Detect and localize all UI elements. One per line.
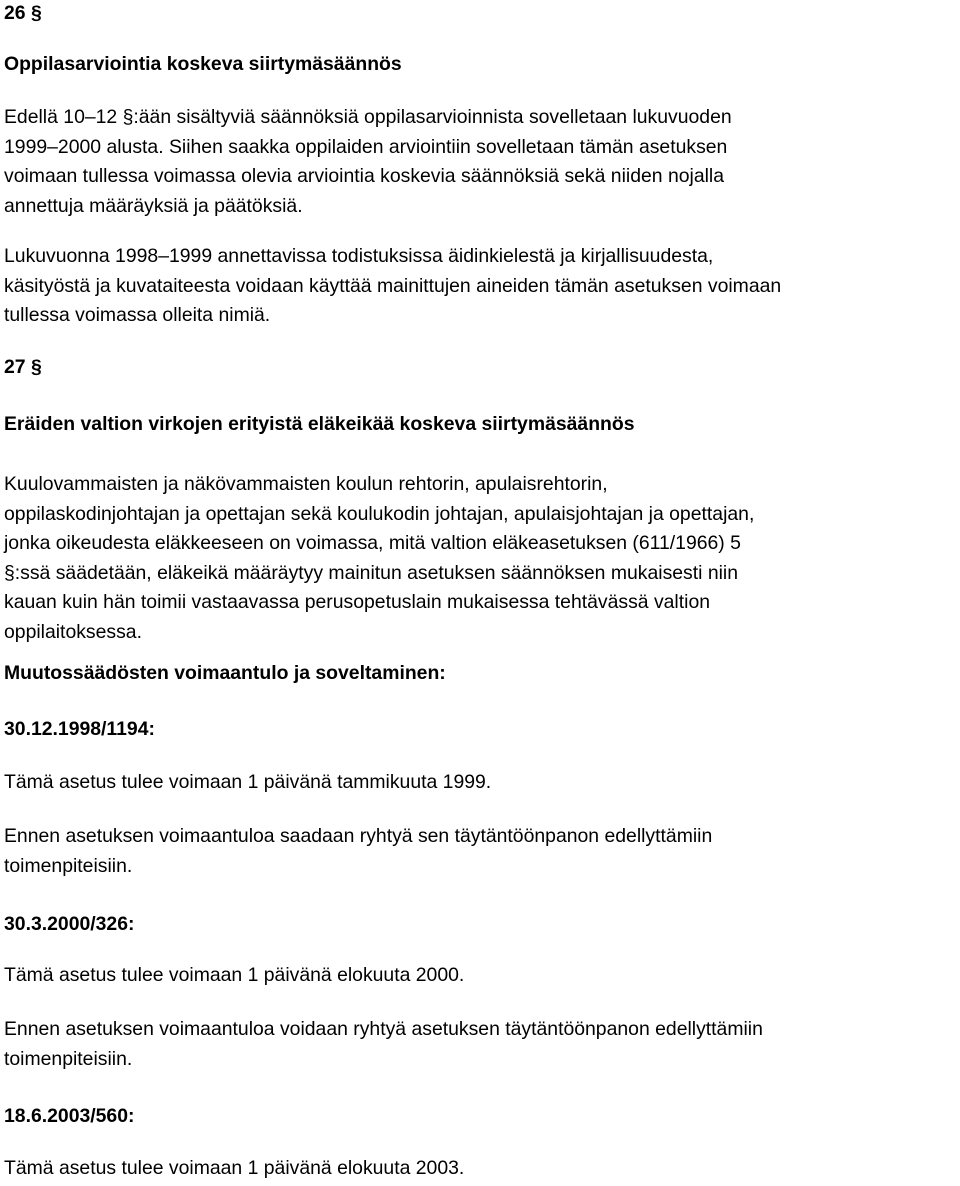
amendment-id: 30.12.1998/1194: <box>4 718 155 740</box>
section-27-paragraph-1 <box>4 470 958 647</box>
section-heading-27: 27 § <box>4 356 42 378</box>
text-line: 1999–2000 alusta. Siihen saakka oppilaiden arviointiin sovelletaan tämän asetuksen <box>4 135 728 158</box>
text-line: oppilaitoksessa. <box>4 620 142 643</box>
text-line: voimaan tullessa voimassa olevia arviointia koskevia säännöksiä sekä niiden nojalla <box>4 165 725 187</box>
amendment-text <box>4 822 958 881</box>
amendment-text <box>4 768 958 798</box>
text-line: Tämä asetus tulee voimaan 1 päivänä elokuuta 2003. <box>4 1157 465 1179</box>
text-line: toimenpiteisiin. <box>4 1047 133 1070</box>
text-line: Tämä asetus tulee voimaan 1 päivänä tammikuuta 1999. <box>4 771 492 793</box>
text-line: toimenpiteisiin. <box>4 854 133 877</box>
amendment-text <box>4 961 958 991</box>
text-line: Ennen asetuksen voimaantuloa saadaan ryhtyä sen täytäntöönpanon edellyttämiin <box>4 825 713 847</box>
amendment-id: 30.3.2000/326: <box>4 913 135 935</box>
text-line: Lukuvuonna 1998–1999 annettavissa todistuksissa äidinkielestä ja kirjallisuudesta, <box>4 245 714 267</box>
text-line: oppilaskodinjohtajan ja opettajan sekä koulukodin johtajan, apulaisjohtajan ja opettajan, <box>4 502 755 525</box>
amendment-text <box>4 1154 958 1184</box>
text-line: jonka oikeudesta eläkkeeseen on voimassa, mitä valtion eläkeasetuksen (611/1966) 5 <box>4 532 741 554</box>
text-line: annettuja määräyksiä ja päätöksiä. <box>4 194 303 217</box>
section-title-26: Oppilasarviointia koskeva siirtymäsäännös <box>4 53 402 75</box>
section-26-paragraph-1 <box>4 103 958 221</box>
text-line: §:ssä säädetään, eläkeikä määräytyy mainitun asetuksen säännöksen mukaisesti niin <box>4 561 739 584</box>
amendment-text <box>4 1015 958 1074</box>
text-line: tullessa voimassa olleita nimiä. <box>4 304 271 326</box>
section-title-27: Eräiden valtion virkojen erityistä eläkeikää koskeva siirtymäsäännös <box>4 413 635 435</box>
text-line: käsityöstä ja kuvataiteesta voidaan käyttää mainittujen aineiden tämän asetuksen voimaan <box>4 274 782 297</box>
text-line: kauan kuin hän toimii vastaavassa perusopetuslain mukaisessa tehtävässä valtion <box>4 591 711 613</box>
text-line: Kuulovammaisten ja näkövammaisten koulun rehtorin, apulaisrehtorin, <box>4 473 608 495</box>
amendment-id: 18.6.2003/560: <box>4 1105 135 1127</box>
text-line: Edellä 10–12 §:ään sisältyviä säännöksiä oppilasarvioinnista sovelletaan lukuvuoden <box>4 106 732 128</box>
text-line: Ennen asetuksen voimaantuloa voidaan ryhtyä asetuksen täytäntöönpanon edellyttämiin <box>4 1018 763 1040</box>
text-line: Tämä asetus tulee voimaan 1 päivänä elokuuta 2000. <box>4 964 465 986</box>
section-heading-26: 26 § <box>4 2 42 24</box>
amendments-heading: Muutossäädösten voimaantulo ja soveltaminen: <box>4 662 446 684</box>
section-26-paragraph-2 <box>4 242 958 331</box>
